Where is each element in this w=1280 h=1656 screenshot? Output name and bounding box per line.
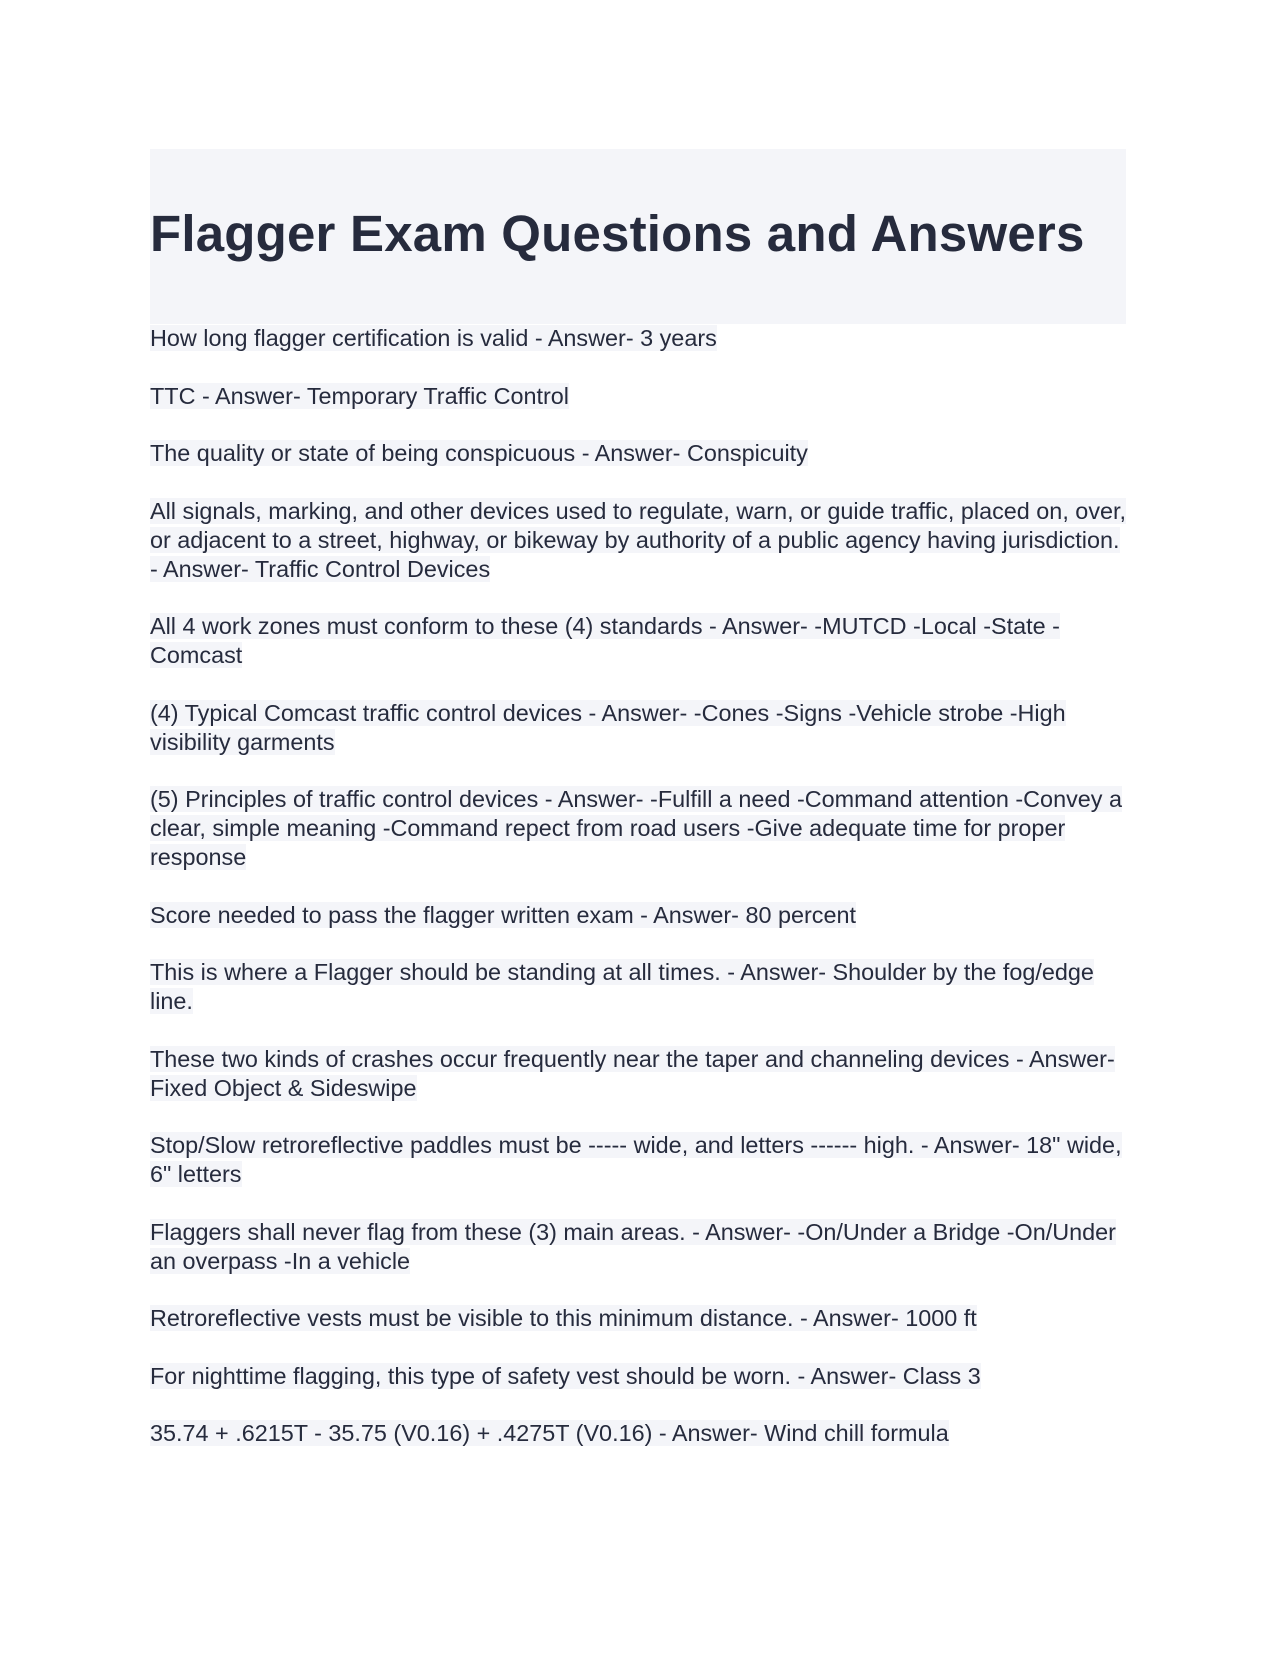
qa-item	[150, 382, 1130, 411]
qa-item	[150, 958, 1130, 1016]
qa-text: The quality or state of being conspicuous - Answer- Conspicuity	[150, 440, 808, 466]
qa-text: TTC - Answer- Temporary Traffic Control	[150, 382, 569, 409]
qa-item	[150, 612, 1130, 670]
qa-text: These two kinds of crashes occur frequently near the taper and channeling devices - Answer- Fixed Object & Sideswipe	[150, 1045, 1115, 1101]
qa-list	[150, 324, 1130, 1477]
qa-text: For nighttime flagging, this type of safety vest should be worn. - Answer- Class 3	[150, 1362, 981, 1389]
qa-text: Flaggers shall never flag from these (3) main areas. - Answer- -On/Under a Bridge -On/Under an overpass -In a vehicle	[150, 1218, 1116, 1274]
qa-text: Score needed to pass the flagger written exam - Answer- 80 percent	[150, 901, 857, 928]
qa-item	[150, 699, 1130, 757]
qa-text: Retroreflective vests must be visible to this minimum distance. - Answer- 1000 ft	[150, 1305, 977, 1331]
qa-item	[150, 1131, 1130, 1189]
qa-item	[150, 785, 1130, 872]
title-block	[150, 149, 1126, 324]
qa-text: Stop/Slow retroreflective paddles must be ----- wide, and letters ------ high. - Answer- 18" wide, 6" letters	[150, 1132, 1122, 1187]
qa-item	[150, 1419, 1130, 1448]
page-title: Flagger Exam Questions and Answers	[150, 205, 1085, 262]
qa-text: This is where a Flagger should be standing at all times. - Answer- Shoulder by the fog/edge line.	[150, 959, 1094, 1014]
qa-text: 35.74 + .6215T - 35.75 (V0.16) + .4275T (V0.16) - Answer- Wind chill formula	[150, 1420, 949, 1446]
qa-item	[150, 1304, 1130, 1333]
qa-text: All 4 work zones must conform to these (4) standards - Answer- -MUTCD -Local -State -Comcast	[150, 613, 1060, 668]
qa-item	[150, 439, 1130, 468]
qa-item	[150, 1362, 1130, 1391]
qa-item	[150, 901, 1130, 930]
qa-text: (4) Typical Comcast traffic control devices - Answer- -Cones -Signs -Vehicle strobe -High visibility garments	[150, 699, 1066, 755]
qa-text: (5) Principles of traffic control devices - Answer- -Fulfill a need -Command attention -Convey a clear, simple meaning -Command repect from road users -Give adequate time for proper response	[150, 786, 1122, 870]
qa-text: How long flagger certification is valid - Answer- 3 years	[150, 325, 717, 351]
qa-item	[150, 1218, 1130, 1276]
qa-item	[150, 1045, 1130, 1103]
qa-text: All signals, marking, and other devices used to regulate, warn, or guide traffic, placed on, over, or adjacent to a street, highway, or bikeway by authority of a public agency having jurisdiction. - Answer- Traffic Control Devices	[150, 497, 1127, 582]
qa-item	[150, 497, 1130, 584]
qa-item	[150, 324, 1130, 353]
